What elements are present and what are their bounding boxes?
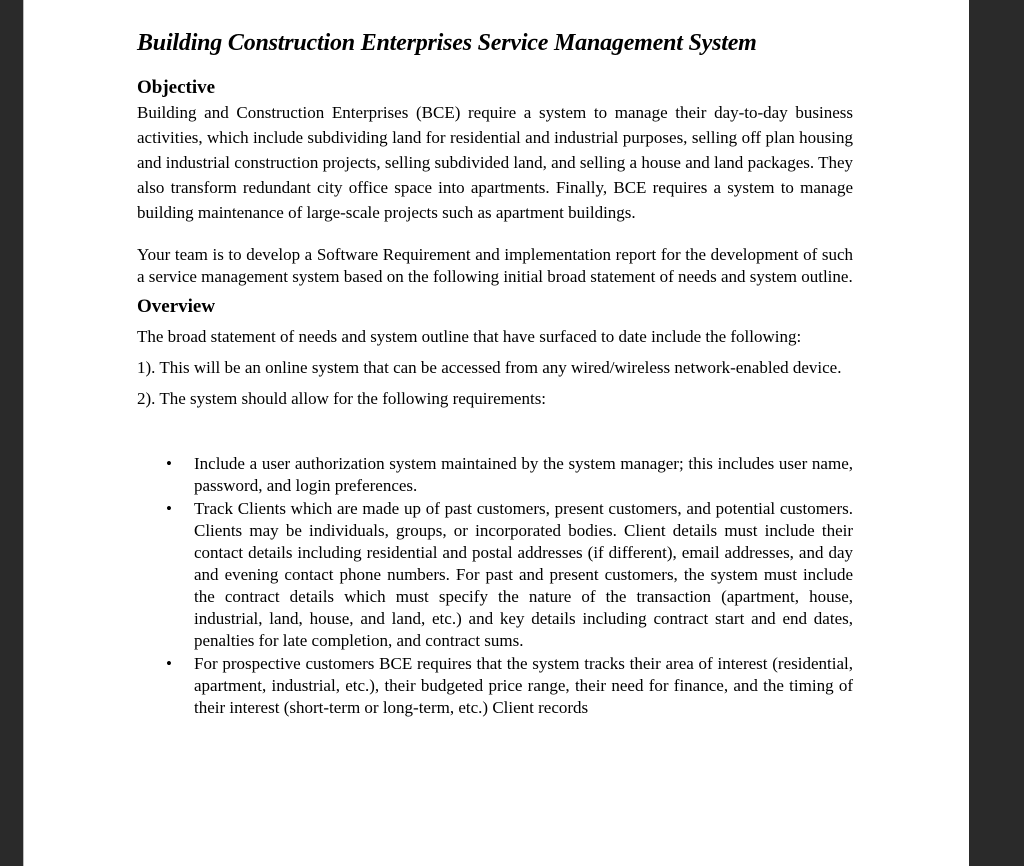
bullet-icon: • xyxy=(166,499,172,518)
list-item xyxy=(137,453,853,497)
objective-paragraph: Building and Construction Enterprises (BCE) require a system to manage their day-to-day business activities, which include subdividing land for residential and industrial purposes, selling off plan housing and industrial construction projects, selling subdivided land, and selling a house and land packages. They also transform redundant city office space into apartments. Finally, BCE requires a system to manage building maintenance of large-scale projects such as apartment buildings. xyxy=(137,103,853,222)
requirement-item-1: 1). This will be an online system that can be accessed from any wired/wireless network-enabled device. xyxy=(137,358,842,377)
list-item-text: For prospective customers BCE requires that the system tracks their area of interest (residential, apartment, industrial, etc.), their budgeted price range, their need for finance, and the timing of their interest (short-term or long-term, etc.) Client records xyxy=(194,654,853,717)
bullet-icon: • xyxy=(166,454,172,473)
requirements-list xyxy=(137,453,853,719)
objective-heading: Objective xyxy=(137,77,216,98)
document-page xyxy=(23,0,969,866)
list-item-text: Track Clients which are made up of past customers, present customers, and potential customers. Clients may be individuals, groups, or incorporated bodies. Client details must include their contact details including residential and postal addresses (if different), email addresses, and day and evening contact phone numbers. For past and present customers, the system must include the contract details which must specify the nature of the transaction (apartment, house, industrial, land, house, and land, etc.) and key details including contract start and end dates, penalties for late completion, and contract sums. xyxy=(194,499,853,650)
requirement-item-2: 2). The system should allow for the following requirements: xyxy=(137,389,547,408)
overview-intro: The broad statement of needs and system outline that have surfaced to date include the following: xyxy=(137,327,802,346)
document-content xyxy=(137,26,853,719)
team-paragraph: Your team is to develop a Software Requirement and implementation report for the development of such a service management system based on the following initial broad statement of needs and system outline. xyxy=(137,245,853,286)
list-item xyxy=(137,653,853,719)
bullet-icon: • xyxy=(166,654,172,673)
overview-heading: Overview xyxy=(137,296,216,317)
document-title: Building Construction Enterprises Service Management System xyxy=(137,30,757,56)
list-item-text: Include a user authorization system maintained by the system manager; this includes user name, password, and login preferences. xyxy=(194,454,853,495)
list-item xyxy=(137,498,853,652)
